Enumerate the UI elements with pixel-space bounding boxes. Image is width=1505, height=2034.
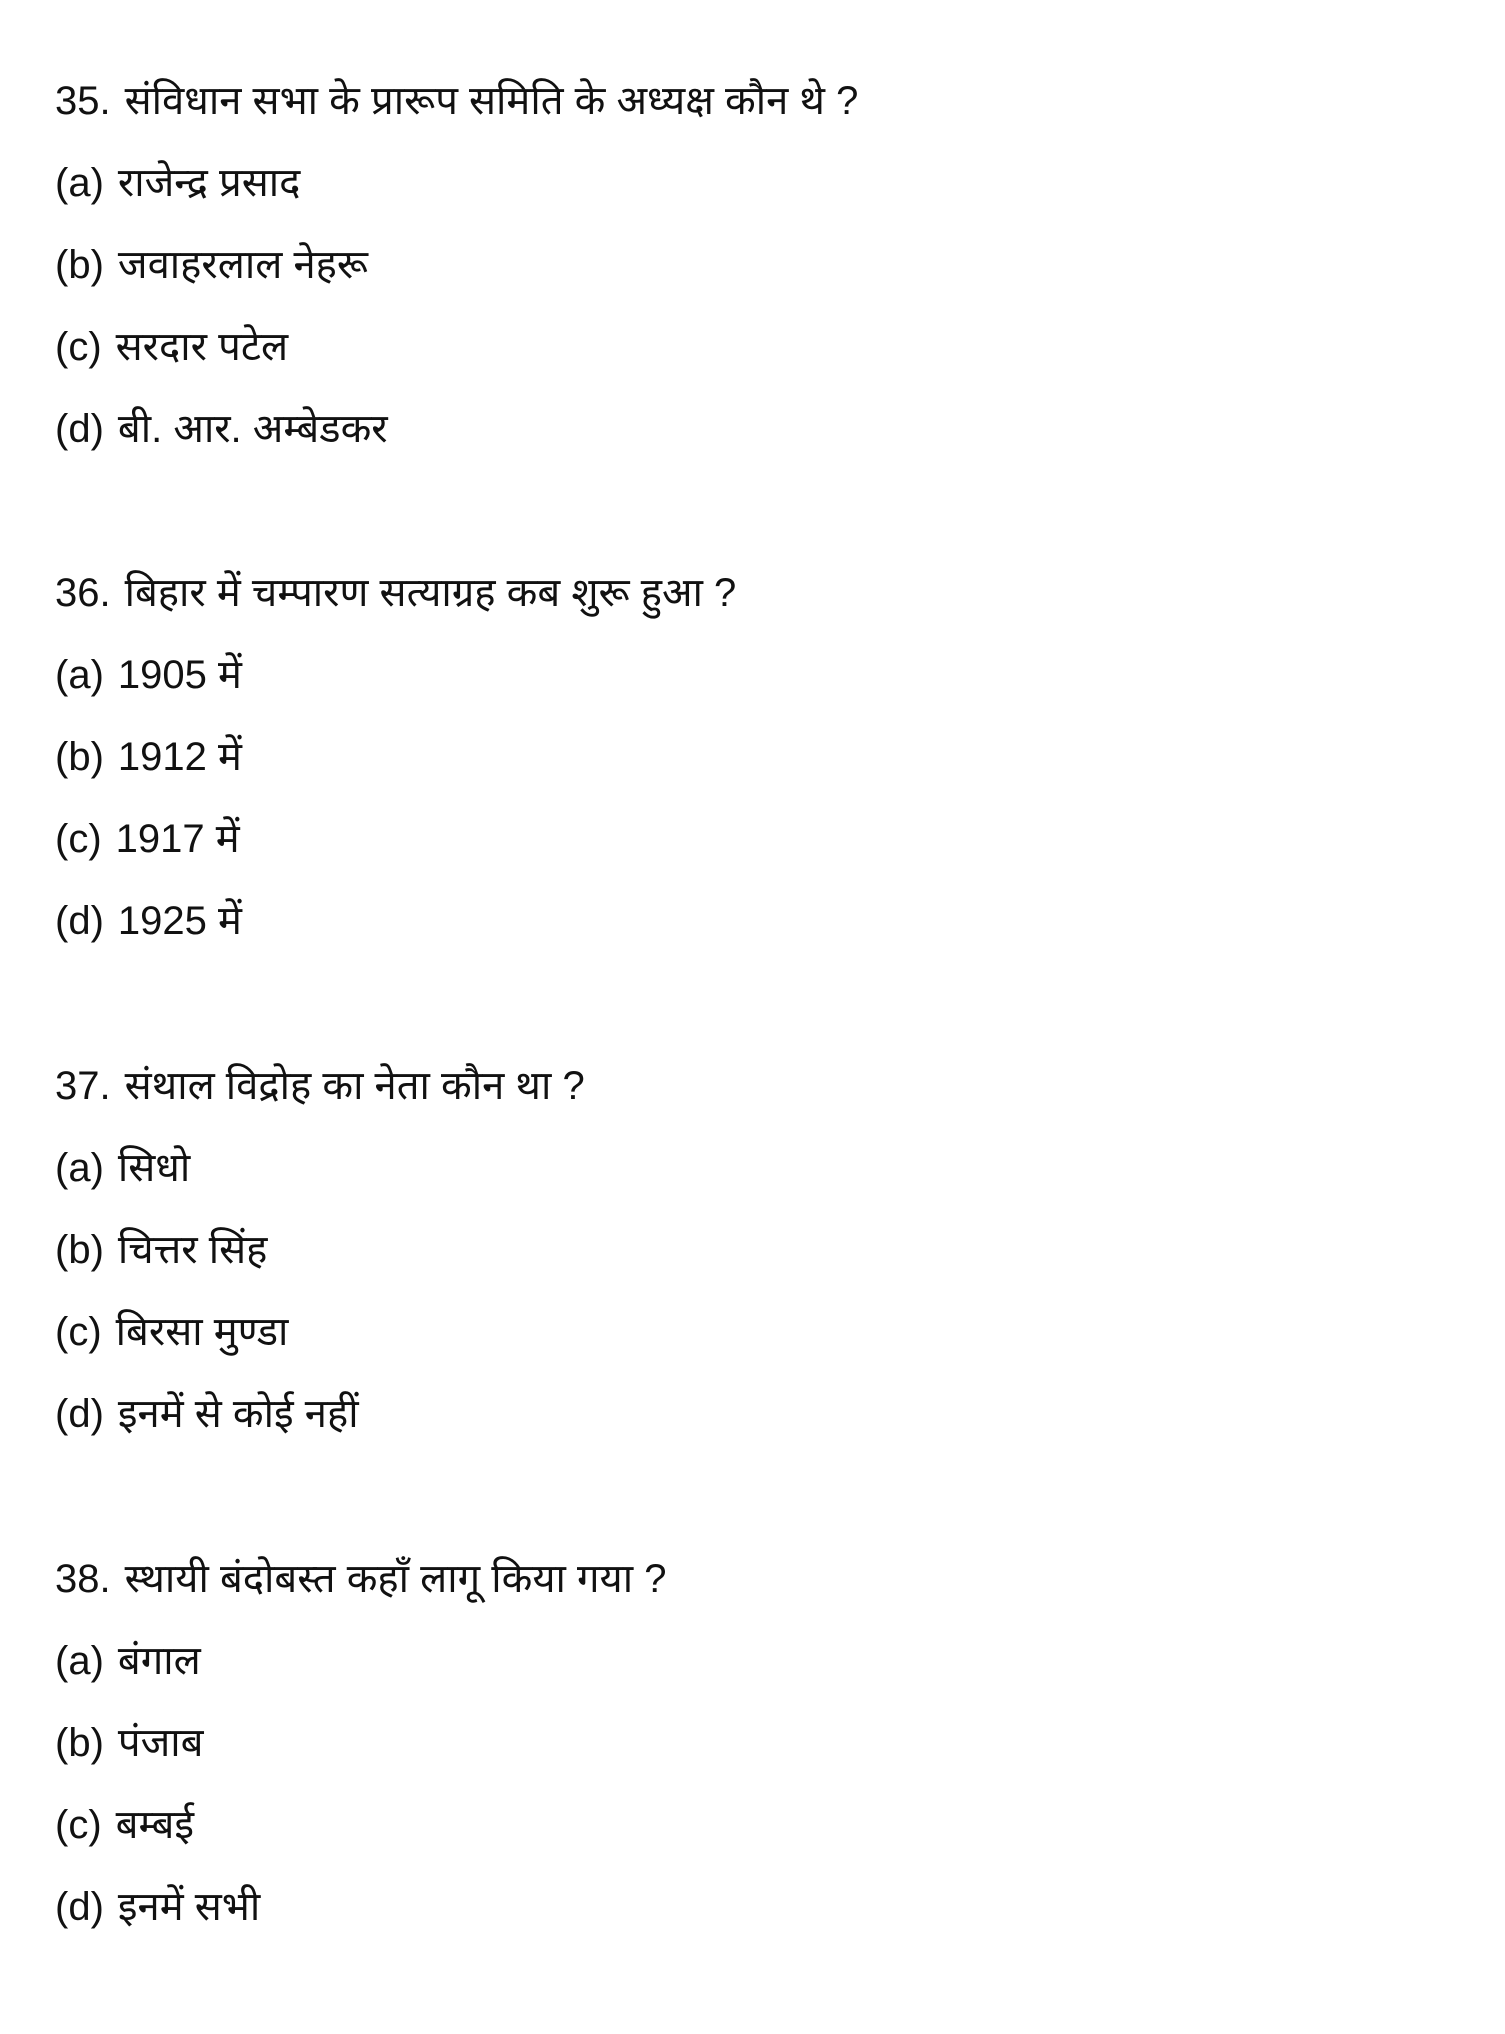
question-text: बिहार में चम्पारण सत्याग्रह कब शुरू हुआ ?: [124, 571, 737, 615]
option-c: [55, 1784, 666, 1866]
option-b: [55, 224, 858, 306]
option-b: [55, 1209, 585, 1291]
question-text: संथाल विद्रोह का नेता कौन था ?: [124, 1064, 585, 1108]
question-block: [55, 1538, 666, 1948]
option-a: [55, 142, 858, 224]
question-number: 36.: [55, 571, 111, 615]
option-letter: (c): [55, 1310, 102, 1354]
option-text: 1925 में: [117, 899, 242, 943]
option-letter: (c): [55, 325, 102, 369]
option-letter: (b): [55, 243, 104, 287]
option-text: 1905 में: [117, 653, 242, 697]
option-text: इनमें सभी: [117, 1885, 261, 1929]
option-text: पंजाब: [117, 1721, 204, 1765]
option-letter: (a): [55, 161, 104, 205]
question-text-line: [55, 1045, 585, 1127]
question-number: 37.: [55, 1064, 111, 1108]
option-letter: (d): [55, 407, 104, 451]
option-c: [55, 1291, 585, 1373]
option-a: [55, 1620, 666, 1702]
option-letter: (b): [55, 1228, 104, 1272]
option-letter: (c): [55, 817, 102, 861]
option-a: [55, 1127, 585, 1209]
question-text: संविधान सभा के प्रारूप समिति के अध्यक्ष कौन थे ?: [124, 79, 859, 123]
option-letter: (d): [55, 899, 104, 943]
option-letter: (b): [55, 1721, 104, 1765]
question-block: [55, 552, 736, 962]
question-number: 38.: [55, 1557, 111, 1601]
option-text: बंगाल: [117, 1639, 201, 1683]
option-text: बी. आर. अम्बेडकर: [117, 407, 388, 451]
option-text: सरदार पटेल: [115, 325, 289, 369]
option-d: [55, 1866, 666, 1948]
option-d: [55, 880, 736, 962]
option-text: बम्बई: [115, 1803, 194, 1847]
question-text-line: [55, 552, 736, 634]
option-b: [55, 716, 736, 798]
option-letter: (d): [55, 1885, 104, 1929]
option-letter: (a): [55, 1639, 104, 1683]
question-block: [55, 1045, 585, 1455]
question-text-line: [55, 60, 858, 142]
option-text: 1917 में: [115, 817, 240, 861]
option-d: [55, 1373, 585, 1455]
option-c: [55, 306, 858, 388]
option-letter: (b): [55, 735, 104, 779]
option-c: [55, 798, 736, 880]
option-letter: (c): [55, 1803, 102, 1847]
question-number: 35.: [55, 79, 111, 123]
option-text: जवाहरलाल नेहरू: [117, 243, 369, 287]
option-b: [55, 1702, 666, 1784]
option-text: चित्तर सिंह: [117, 1228, 268, 1272]
question-block: [55, 60, 858, 470]
question-text: स्थायी बंदोबस्त कहाँ लागू किया गया ?: [124, 1557, 667, 1601]
option-a: [55, 634, 736, 716]
option-text: सिधो: [117, 1146, 191, 1190]
option-letter: (a): [55, 653, 104, 697]
option-letter: (d): [55, 1392, 104, 1436]
option-text: बिरसा मुण्डा: [115, 1310, 289, 1354]
option-letter: (a): [55, 1146, 104, 1190]
option-text: राजेन्द्र प्रसाद: [117, 161, 301, 205]
option-text: 1912 में: [117, 735, 242, 779]
option-text: इनमें से कोई नहीं: [117, 1392, 359, 1436]
option-d: [55, 388, 858, 470]
question-text-line: [55, 1538, 666, 1620]
